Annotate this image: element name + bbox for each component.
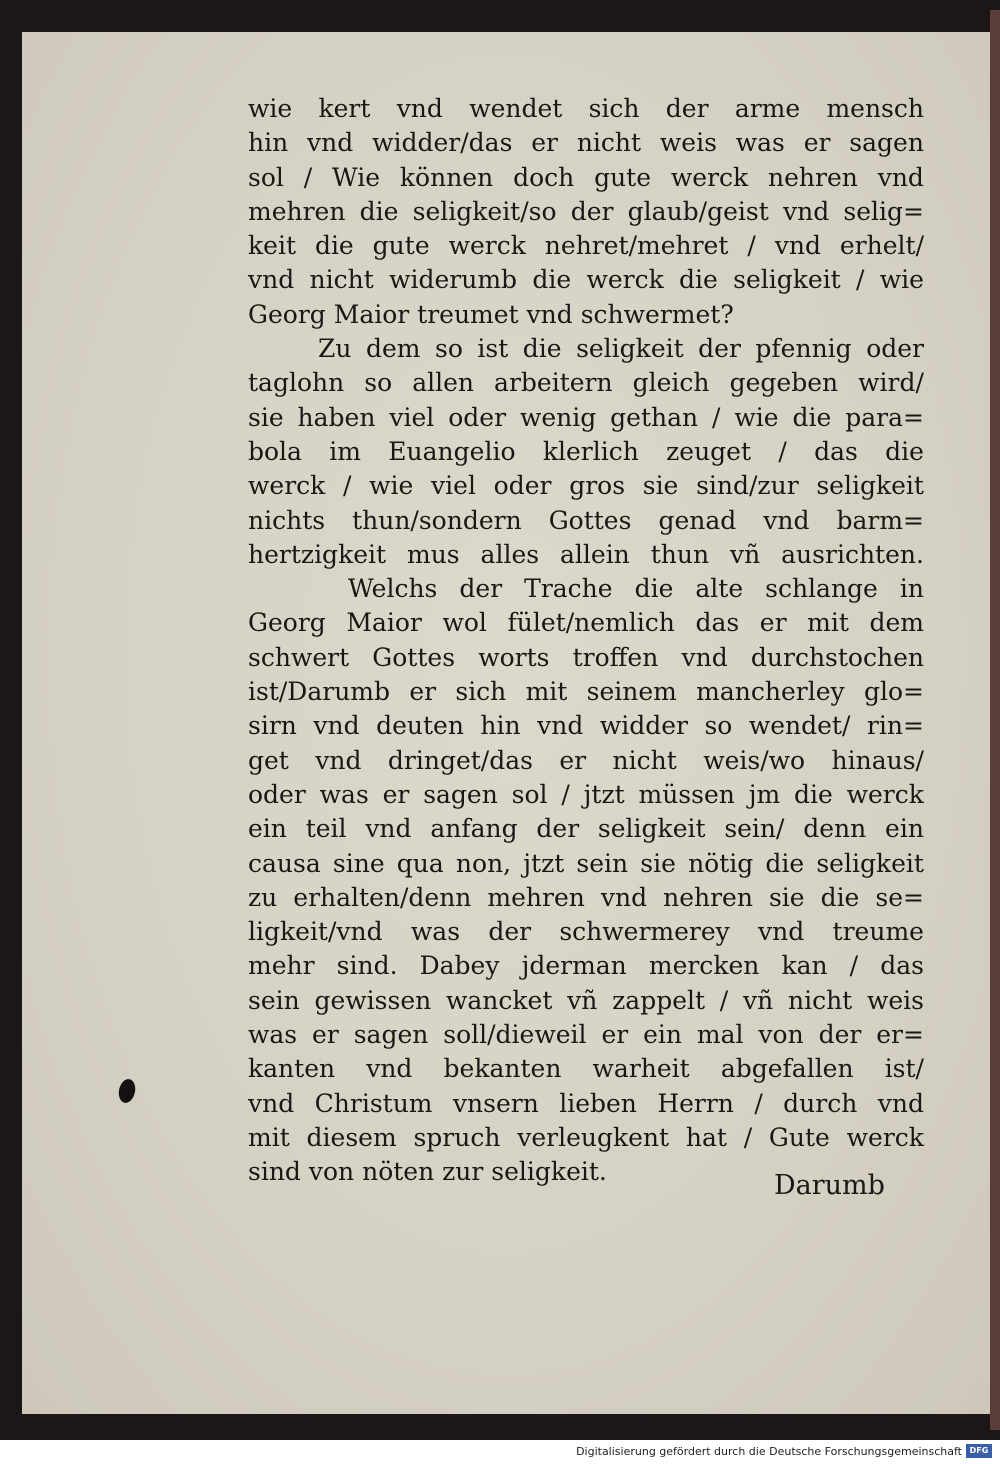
word: schwermerey bbox=[559, 917, 730, 947]
word: keit bbox=[248, 231, 296, 261]
word: seligkeit bbox=[816, 471, 924, 501]
word: wie bbox=[369, 471, 414, 501]
word: denn bbox=[803, 814, 867, 844]
word: die bbox=[679, 265, 718, 295]
word: mehren bbox=[487, 882, 585, 912]
text-line bbox=[248, 263, 924, 297]
word: / bbox=[747, 231, 756, 261]
word: bola bbox=[248, 436, 302, 466]
word: nicht bbox=[787, 985, 853, 1015]
word: bekanten bbox=[443, 1054, 562, 1084]
word: widerumb bbox=[389, 265, 518, 295]
word: der bbox=[488, 917, 532, 947]
word: vnd bbox=[315, 745, 362, 775]
word: seligkeit bbox=[816, 848, 924, 878]
word: jtzt bbox=[583, 779, 625, 809]
word: weis bbox=[866, 985, 924, 1015]
word: so bbox=[435, 334, 463, 364]
word: doch bbox=[513, 162, 575, 192]
word: worts bbox=[478, 642, 550, 672]
word: mehr bbox=[248, 951, 315, 981]
word: vñ bbox=[567, 985, 598, 1015]
word: non, bbox=[455, 848, 512, 878]
word: seinem bbox=[586, 677, 677, 707]
word: vnd bbox=[877, 162, 924, 192]
word: er bbox=[759, 608, 787, 638]
word: sich bbox=[455, 677, 507, 707]
word: hat bbox=[685, 1122, 727, 1152]
word: dem bbox=[869, 608, 924, 638]
word: para= bbox=[845, 402, 924, 432]
word: sirn bbox=[248, 711, 297, 741]
word: vnd bbox=[758, 917, 805, 947]
catchword: Darumb bbox=[774, 1170, 885, 1201]
word: mit bbox=[807, 608, 849, 638]
word: vnd bbox=[877, 1088, 924, 1118]
word: vnd bbox=[774, 231, 821, 261]
word: hin bbox=[480, 711, 521, 741]
word: ist/ bbox=[884, 1054, 924, 1084]
word: glo= bbox=[863, 677, 924, 707]
text-line bbox=[248, 675, 924, 709]
word: viel bbox=[389, 402, 435, 432]
word: deuten bbox=[376, 711, 464, 741]
word: gewissen bbox=[314, 985, 432, 1015]
word: er bbox=[382, 779, 410, 809]
word: oder bbox=[448, 402, 507, 432]
word: der bbox=[698, 334, 741, 364]
word: sein/ bbox=[724, 814, 785, 844]
word: mensch bbox=[826, 94, 924, 123]
text-line bbox=[248, 709, 924, 743]
word: vñ bbox=[742, 985, 774, 1015]
word: die bbox=[634, 574, 674, 604]
word: Euangelio bbox=[388, 436, 516, 466]
text-line bbox=[248, 332, 924, 366]
word: allen bbox=[412, 368, 474, 398]
word: anfang bbox=[430, 814, 518, 844]
word: mit bbox=[525, 677, 568, 707]
word: sein bbox=[576, 848, 629, 878]
word: wie bbox=[248, 94, 293, 123]
text-line bbox=[248, 606, 924, 640]
word: Gute bbox=[768, 1122, 830, 1152]
word: fület/nemlich bbox=[507, 608, 675, 638]
word: mercken bbox=[648, 951, 760, 981]
word: nicht bbox=[576, 128, 642, 158]
word: vnd bbox=[600, 882, 648, 912]
page-edge bbox=[990, 10, 1000, 1430]
word: sie bbox=[640, 848, 676, 878]
text-line bbox=[248, 881, 924, 915]
word: troffen bbox=[572, 642, 659, 672]
word: vnd bbox=[763, 505, 810, 535]
word: wird/ bbox=[858, 368, 924, 398]
word: oder bbox=[866, 334, 924, 364]
word: von bbox=[758, 1020, 804, 1050]
text-line bbox=[248, 847, 924, 881]
text-line bbox=[248, 1052, 924, 1086]
text-line bbox=[248, 1121, 924, 1155]
word: der bbox=[665, 94, 709, 123]
word: er bbox=[601, 1020, 629, 1050]
word: Welchs bbox=[348, 574, 438, 604]
word: der bbox=[570, 196, 614, 226]
word: nehret/mehret bbox=[544, 231, 729, 261]
word: vnd bbox=[681, 642, 728, 672]
text-line bbox=[248, 641, 924, 675]
word: müssen bbox=[638, 779, 735, 809]
word: vñ bbox=[730, 539, 761, 569]
word: er bbox=[409, 677, 437, 707]
text-line bbox=[248, 229, 924, 263]
word: die bbox=[820, 882, 860, 912]
word: sich bbox=[588, 94, 640, 123]
word: ein bbox=[643, 1020, 682, 1050]
word: wancket bbox=[445, 985, 553, 1015]
word: diesem bbox=[306, 1122, 397, 1152]
word: lieben bbox=[559, 1088, 637, 1118]
word: jtzt bbox=[523, 848, 565, 878]
word: arbeitern bbox=[494, 368, 613, 398]
text-line bbox=[248, 744, 924, 778]
word: Gottes bbox=[372, 642, 456, 672]
word: erhalten/denn bbox=[293, 882, 472, 912]
word: werck bbox=[248, 471, 326, 501]
word: pfennig bbox=[755, 334, 852, 364]
word: so bbox=[704, 711, 733, 741]
word: was bbox=[410, 917, 461, 947]
word: mancherley bbox=[696, 677, 845, 707]
text-line bbox=[248, 92, 924, 126]
word: Georg bbox=[248, 608, 326, 638]
word: zappelt bbox=[612, 985, 706, 1015]
word: / bbox=[743, 1122, 753, 1152]
word: mehren bbox=[248, 196, 346, 226]
word: vnd bbox=[248, 265, 295, 295]
word: selig= bbox=[843, 196, 924, 226]
word: / bbox=[343, 471, 352, 501]
word: im bbox=[329, 436, 361, 466]
word: werck bbox=[448, 231, 526, 261]
word: Herrn bbox=[657, 1088, 734, 1118]
word: die bbox=[792, 402, 832, 432]
word: vnd bbox=[782, 196, 830, 226]
word: der bbox=[536, 814, 580, 844]
footer-credit: Digitalisierung gefördert durch die Deutsche Forschungsgemeinschaft bbox=[576, 1445, 962, 1458]
word: spruch bbox=[413, 1122, 501, 1152]
word: nicht bbox=[309, 265, 374, 295]
word: nötig bbox=[688, 848, 754, 878]
word: se= bbox=[875, 882, 924, 912]
word: werck bbox=[670, 162, 749, 192]
word: in bbox=[899, 574, 924, 604]
word: der bbox=[459, 574, 503, 604]
word: get bbox=[248, 745, 289, 775]
word: wie bbox=[734, 402, 779, 432]
word: gleich bbox=[632, 368, 710, 398]
word: causa bbox=[248, 848, 321, 878]
word: mus bbox=[406, 539, 460, 569]
word: schlange bbox=[765, 574, 878, 604]
word: seligkeit bbox=[597, 814, 706, 844]
word: soll/dieweil bbox=[443, 1020, 587, 1050]
word: thun bbox=[650, 539, 710, 569]
word: sind. bbox=[336, 951, 398, 981]
word: seligkeit/so bbox=[412, 196, 557, 226]
word: viel bbox=[431, 471, 476, 501]
text-line bbox=[248, 435, 924, 469]
word: das bbox=[880, 951, 924, 981]
word: ist/Darumb bbox=[248, 677, 391, 707]
word: verleugkent bbox=[517, 1122, 670, 1152]
word: glaub/geist bbox=[627, 196, 769, 226]
word: Dabey bbox=[419, 951, 500, 981]
word: schwert bbox=[248, 642, 350, 672]
word: wendet/ bbox=[748, 711, 851, 741]
word: sein bbox=[248, 985, 300, 1015]
word: teil bbox=[305, 814, 347, 844]
word: vnd bbox=[396, 94, 443, 123]
word: erhelt/ bbox=[839, 231, 924, 261]
word: jderman bbox=[521, 951, 627, 981]
word: sind/zur bbox=[696, 471, 799, 501]
word: die bbox=[522, 334, 562, 364]
word: Christum bbox=[314, 1088, 433, 1118]
word: durch bbox=[783, 1088, 858, 1118]
word: ausrichten. bbox=[781, 539, 924, 569]
word: qua bbox=[396, 848, 444, 878]
word: kanten bbox=[248, 1054, 336, 1084]
word: werck bbox=[586, 265, 664, 295]
word: weis/wo bbox=[703, 745, 806, 775]
word: die bbox=[793, 779, 833, 809]
word: sine bbox=[332, 848, 385, 878]
word: was bbox=[735, 128, 785, 158]
word: die bbox=[532, 265, 572, 295]
word: widder/das bbox=[372, 128, 513, 158]
word: / bbox=[754, 1088, 763, 1118]
word: kan bbox=[781, 951, 828, 981]
word: arme bbox=[734, 94, 801, 123]
word: oder bbox=[493, 471, 552, 501]
word: ein bbox=[885, 814, 924, 844]
word: / bbox=[712, 402, 721, 432]
word: rin= bbox=[866, 711, 924, 741]
word: Wie bbox=[332, 162, 381, 192]
word: allein bbox=[560, 539, 630, 569]
word: dringet/das bbox=[387, 745, 533, 775]
text-line bbox=[248, 161, 924, 195]
word: warheit bbox=[592, 1054, 690, 1084]
word: / bbox=[856, 265, 865, 295]
word: mal bbox=[696, 1020, 744, 1050]
word: zeuget bbox=[666, 436, 752, 466]
word: sie bbox=[248, 402, 284, 432]
word: die bbox=[765, 848, 805, 878]
word: sie bbox=[768, 882, 805, 912]
text-line bbox=[248, 366, 924, 400]
word: sagen bbox=[849, 128, 924, 158]
text-line bbox=[248, 195, 924, 229]
word: ist bbox=[477, 334, 509, 364]
word: nichts bbox=[248, 505, 326, 535]
word: vnd bbox=[307, 128, 354, 158]
word: vnd bbox=[537, 711, 584, 741]
word: hertzigkeit bbox=[248, 539, 387, 569]
word: wenig bbox=[519, 402, 597, 432]
word: er= bbox=[876, 1020, 924, 1050]
word: alles bbox=[480, 539, 540, 569]
word: / bbox=[303, 162, 313, 192]
word: sol bbox=[511, 779, 548, 809]
word: sie bbox=[642, 471, 679, 501]
word: nehren bbox=[768, 162, 858, 192]
word: abgefallen bbox=[720, 1054, 854, 1084]
text-line bbox=[248, 572, 924, 606]
footer bbox=[0, 1440, 1000, 1464]
word: wol bbox=[442, 608, 487, 638]
word: dem bbox=[365, 334, 421, 364]
text-block bbox=[248, 92, 924, 1190]
word: ligkeit/vnd bbox=[248, 917, 383, 947]
word: Gottes bbox=[548, 505, 632, 535]
dfg-logo[interactable]: DFG bbox=[966, 1444, 992, 1458]
word: seligkeit bbox=[733, 265, 841, 295]
word: der bbox=[818, 1020, 862, 1050]
word: kert bbox=[318, 94, 371, 123]
word: Zu bbox=[318, 334, 352, 364]
word: Trache bbox=[524, 574, 613, 604]
text-line bbox=[248, 504, 924, 538]
word: vnd bbox=[248, 1088, 295, 1118]
word: hin bbox=[248, 128, 289, 158]
text-line bbox=[248, 984, 924, 1018]
word: taglohn bbox=[248, 368, 345, 398]
word: werck bbox=[846, 779, 924, 809]
text-line: Georg Maior treumet vnd schwermet? bbox=[248, 299, 734, 329]
word: so bbox=[364, 368, 393, 398]
word: die bbox=[359, 196, 399, 226]
text-line bbox=[248, 401, 924, 435]
word: jm bbox=[748, 779, 781, 809]
word: vnd bbox=[365, 814, 412, 844]
word: widder bbox=[599, 711, 688, 741]
word: mit bbox=[248, 1122, 290, 1152]
word: sagen bbox=[353, 1020, 429, 1050]
word: oder bbox=[248, 779, 306, 809]
word: sol bbox=[248, 162, 284, 192]
word: er bbox=[803, 128, 831, 158]
word: / bbox=[719, 985, 729, 1015]
word: er bbox=[312, 1020, 339, 1050]
text-line bbox=[248, 778, 924, 812]
word: er bbox=[559, 745, 587, 775]
word: klerlich bbox=[542, 436, 639, 466]
word: vnd bbox=[313, 711, 360, 741]
text-line bbox=[248, 812, 924, 846]
word: wie bbox=[879, 265, 924, 295]
text-line bbox=[248, 949, 924, 983]
word: barm= bbox=[836, 505, 924, 535]
word: / bbox=[778, 436, 787, 466]
word: das bbox=[814, 436, 858, 466]
word: sagen bbox=[423, 779, 498, 809]
text-line bbox=[248, 915, 924, 949]
word: / bbox=[849, 951, 859, 981]
word: Maior bbox=[346, 608, 422, 638]
word: gros bbox=[569, 471, 626, 501]
word: vnd bbox=[366, 1054, 413, 1084]
word: ein bbox=[248, 814, 287, 844]
word: treume bbox=[832, 917, 924, 947]
word: was bbox=[319, 779, 369, 809]
text-line bbox=[248, 1018, 924, 1052]
word: er bbox=[531, 128, 558, 158]
word: alte bbox=[695, 574, 744, 604]
word: hinaus/ bbox=[831, 745, 924, 775]
word: nicht bbox=[612, 745, 677, 775]
text-line bbox=[248, 1087, 924, 1121]
word: durchstochen bbox=[750, 642, 924, 672]
word: wendet bbox=[469, 94, 563, 123]
word: die bbox=[314, 231, 354, 261]
word: thun/sondern bbox=[352, 505, 522, 535]
word: zu bbox=[248, 882, 278, 912]
word: seligkeit bbox=[576, 334, 684, 364]
text-line: sind von nöten zur seligkeit. bbox=[248, 1157, 607, 1187]
word: können bbox=[399, 162, 494, 192]
word: weis bbox=[659, 128, 717, 158]
word: haben bbox=[297, 402, 376, 432]
word: genad bbox=[658, 505, 737, 535]
text-line bbox=[248, 538, 924, 572]
word: gegeben bbox=[729, 368, 839, 398]
word: werck bbox=[846, 1122, 924, 1152]
text-line bbox=[248, 469, 924, 503]
text-line bbox=[248, 126, 924, 160]
word: nehren bbox=[663, 882, 753, 912]
word: gute bbox=[594, 162, 652, 192]
word: / bbox=[561, 779, 570, 809]
word: was bbox=[248, 1020, 298, 1050]
word: das bbox=[695, 608, 740, 638]
word: die bbox=[885, 436, 924, 466]
word: gute bbox=[372, 231, 430, 261]
word: vnsern bbox=[452, 1088, 539, 1118]
word: gethan bbox=[610, 402, 699, 432]
